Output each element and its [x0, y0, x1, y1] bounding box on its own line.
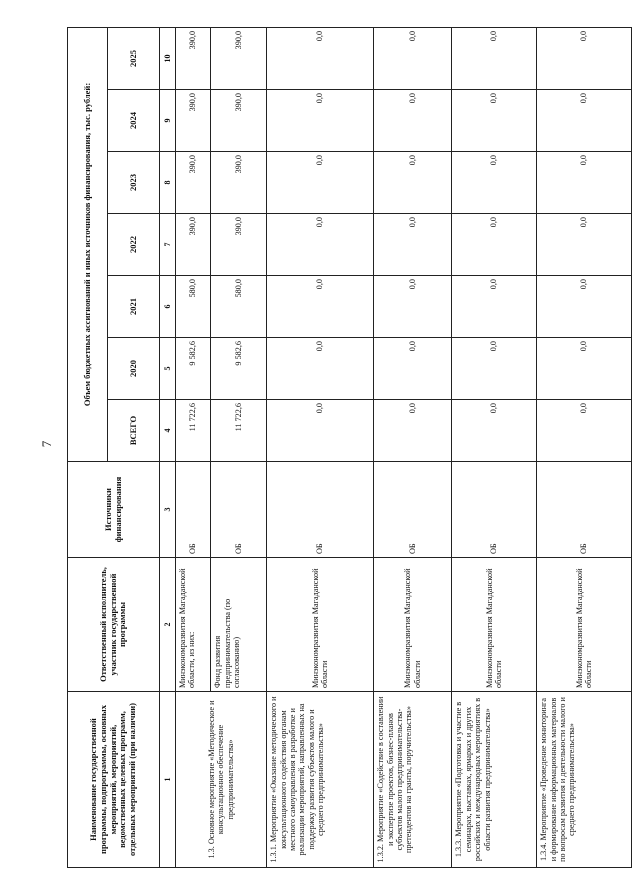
row-value: 0,0	[267, 214, 374, 276]
row-source: ОБ	[452, 462, 537, 558]
row-value: 390,0	[211, 27, 267, 89]
row-value: 0,0	[374, 90, 452, 152]
row-value: 0,0	[374, 400, 452, 462]
header-year-2022: 2022	[108, 214, 160, 276]
page-number: 7	[39, 440, 54, 448]
row-value: 0,0	[537, 338, 632, 400]
financing-table	[67, 27, 632, 868]
row-source: ОБ	[211, 462, 267, 558]
header-year-2021: 2021	[108, 276, 160, 338]
header-executor: Ответственный исполнитель, участник государственной программы	[68, 558, 160, 692]
table-row	[267, 27, 374, 867]
column-number: 2	[160, 558, 176, 692]
header-year-2023: 2023	[108, 152, 160, 214]
row-value: 0,0	[374, 276, 452, 338]
row-value: 9 582,6	[211, 338, 267, 400]
row-value: 0,0	[374, 152, 452, 214]
row-value: 0,0	[537, 400, 632, 462]
row-value: 390,0	[175, 90, 211, 152]
row-value: 0,0	[452, 152, 537, 214]
row-value: 580,0	[175, 276, 211, 338]
column-number: 9	[160, 90, 176, 152]
row-value: 0,0	[267, 152, 374, 214]
row-value: 0,0	[537, 276, 632, 338]
column-number: 3	[160, 462, 176, 558]
row-value: 0,0	[537, 214, 632, 276]
row-value: 0,0	[452, 214, 537, 276]
row-executor: Минэкономразвития Магаданской области, из них:	[175, 558, 211, 692]
row-value: 580,0	[211, 276, 267, 338]
row-value: 0,0	[267, 276, 374, 338]
header-name: Наименование государственной программы, подпрограммы, основных мероприятий, мероприятий, ведомственных целевых программ, отдельных мероприятий (при наличии)	[68, 692, 160, 868]
row-value: 0,0	[374, 214, 452, 276]
header-volume: Объем бюджетных ассигнований и иных источников финансирования, тыс. рублей:	[68, 27, 108, 461]
header-total: ВСЕГО	[108, 400, 160, 462]
column-number: 7	[160, 214, 176, 276]
row-value: 390,0	[211, 152, 267, 214]
row-name: 1.3.3. Мероприятие «Подготовка и участие в семинарах, выставках, ярмарках и других российских и международных мероприятиях в области развития предпринимательства»	[452, 692, 537, 868]
table-row	[374, 27, 452, 867]
header-source: Источники финансирования	[68, 462, 160, 558]
column-number-row	[160, 27, 176, 867]
row-executor: Минэкономразвития Магаданской области	[267, 558, 374, 692]
row-value: 390,0	[211, 90, 267, 152]
column-number: 6	[160, 276, 176, 338]
row-value: 0,0	[452, 90, 537, 152]
column-number: 1	[160, 692, 176, 868]
row-value: 0,0	[537, 90, 632, 152]
row-name: 1.3.1. Мероприятие «Оказание методического и консультационного содействия органам местного самоуправления в разработке и реализации мероприятий, направленных на поддержку развития субъектов малого и среднего предпринимательства»	[267, 692, 374, 868]
row-executor-sub: Фонд развития предпринимательства (по согласованию)	[211, 558, 267, 692]
column-number: 10	[160, 27, 176, 89]
row-source: ОБ	[374, 462, 452, 558]
table-row	[537, 27, 632, 867]
row-source: ОБ	[267, 462, 374, 558]
row-value: 0,0	[267, 400, 374, 462]
row-value: 0,0	[267, 27, 374, 89]
row-name: 1.3. Основное мероприятие «Методическое и консультационное обеспечение предпринимательства»	[175, 692, 266, 868]
column-number: 8	[160, 152, 176, 214]
row-value: 0,0	[452, 338, 537, 400]
row-name: 1.3.4. Мероприятие «Проведение мониторинга и формирование информационных материалов по вопросам развития и деятельности малого и среднего предпринимательства»	[537, 692, 632, 868]
row-value: 0,0	[537, 152, 632, 214]
row-value: 9 582,6	[175, 338, 211, 400]
row-name: 1.3.2. Мероприятие «Содействие в составлении и экспертизе проектов, бизнес-планов субъектов малого предпринимательства-претендентов на гранты, поручительства»	[374, 692, 452, 868]
row-value: 0,0	[267, 90, 374, 152]
row-executor: Минэкономразвития Магаданской области	[452, 558, 537, 692]
row-value: 0,0	[374, 27, 452, 89]
header-year-2025: 2025	[108, 27, 160, 89]
row-executor: Минэкономразвития Магаданской области	[537, 558, 632, 692]
row-value: 390,0	[211, 214, 267, 276]
row-executor: Минэкономразвития Магаданской области	[374, 558, 452, 692]
row-value: 390,0	[175, 27, 211, 89]
row-value: 390,0	[175, 152, 211, 214]
column-number: 5	[160, 338, 176, 400]
table-row	[175, 27, 211, 867]
row-value: 0,0	[374, 338, 452, 400]
row-value: 0,0	[267, 338, 374, 400]
row-value: 11 722,6	[211, 400, 267, 462]
header-year-2020: 2020	[108, 338, 160, 400]
column-number: 4	[160, 400, 176, 462]
header-year-2024: 2024	[108, 90, 160, 152]
row-source: ОБ	[537, 462, 632, 558]
row-value: 390,0	[175, 214, 211, 276]
table-row	[452, 27, 537, 867]
row-value: 0,0	[452, 400, 537, 462]
rotated-table-stage	[67, 28, 632, 868]
row-value: 0,0	[452, 276, 537, 338]
row-value: 0,0	[452, 27, 537, 89]
row-value: 0,0	[537, 27, 632, 89]
row-value: 11 722,6	[175, 400, 211, 462]
row-source: ОБ	[175, 462, 211, 558]
